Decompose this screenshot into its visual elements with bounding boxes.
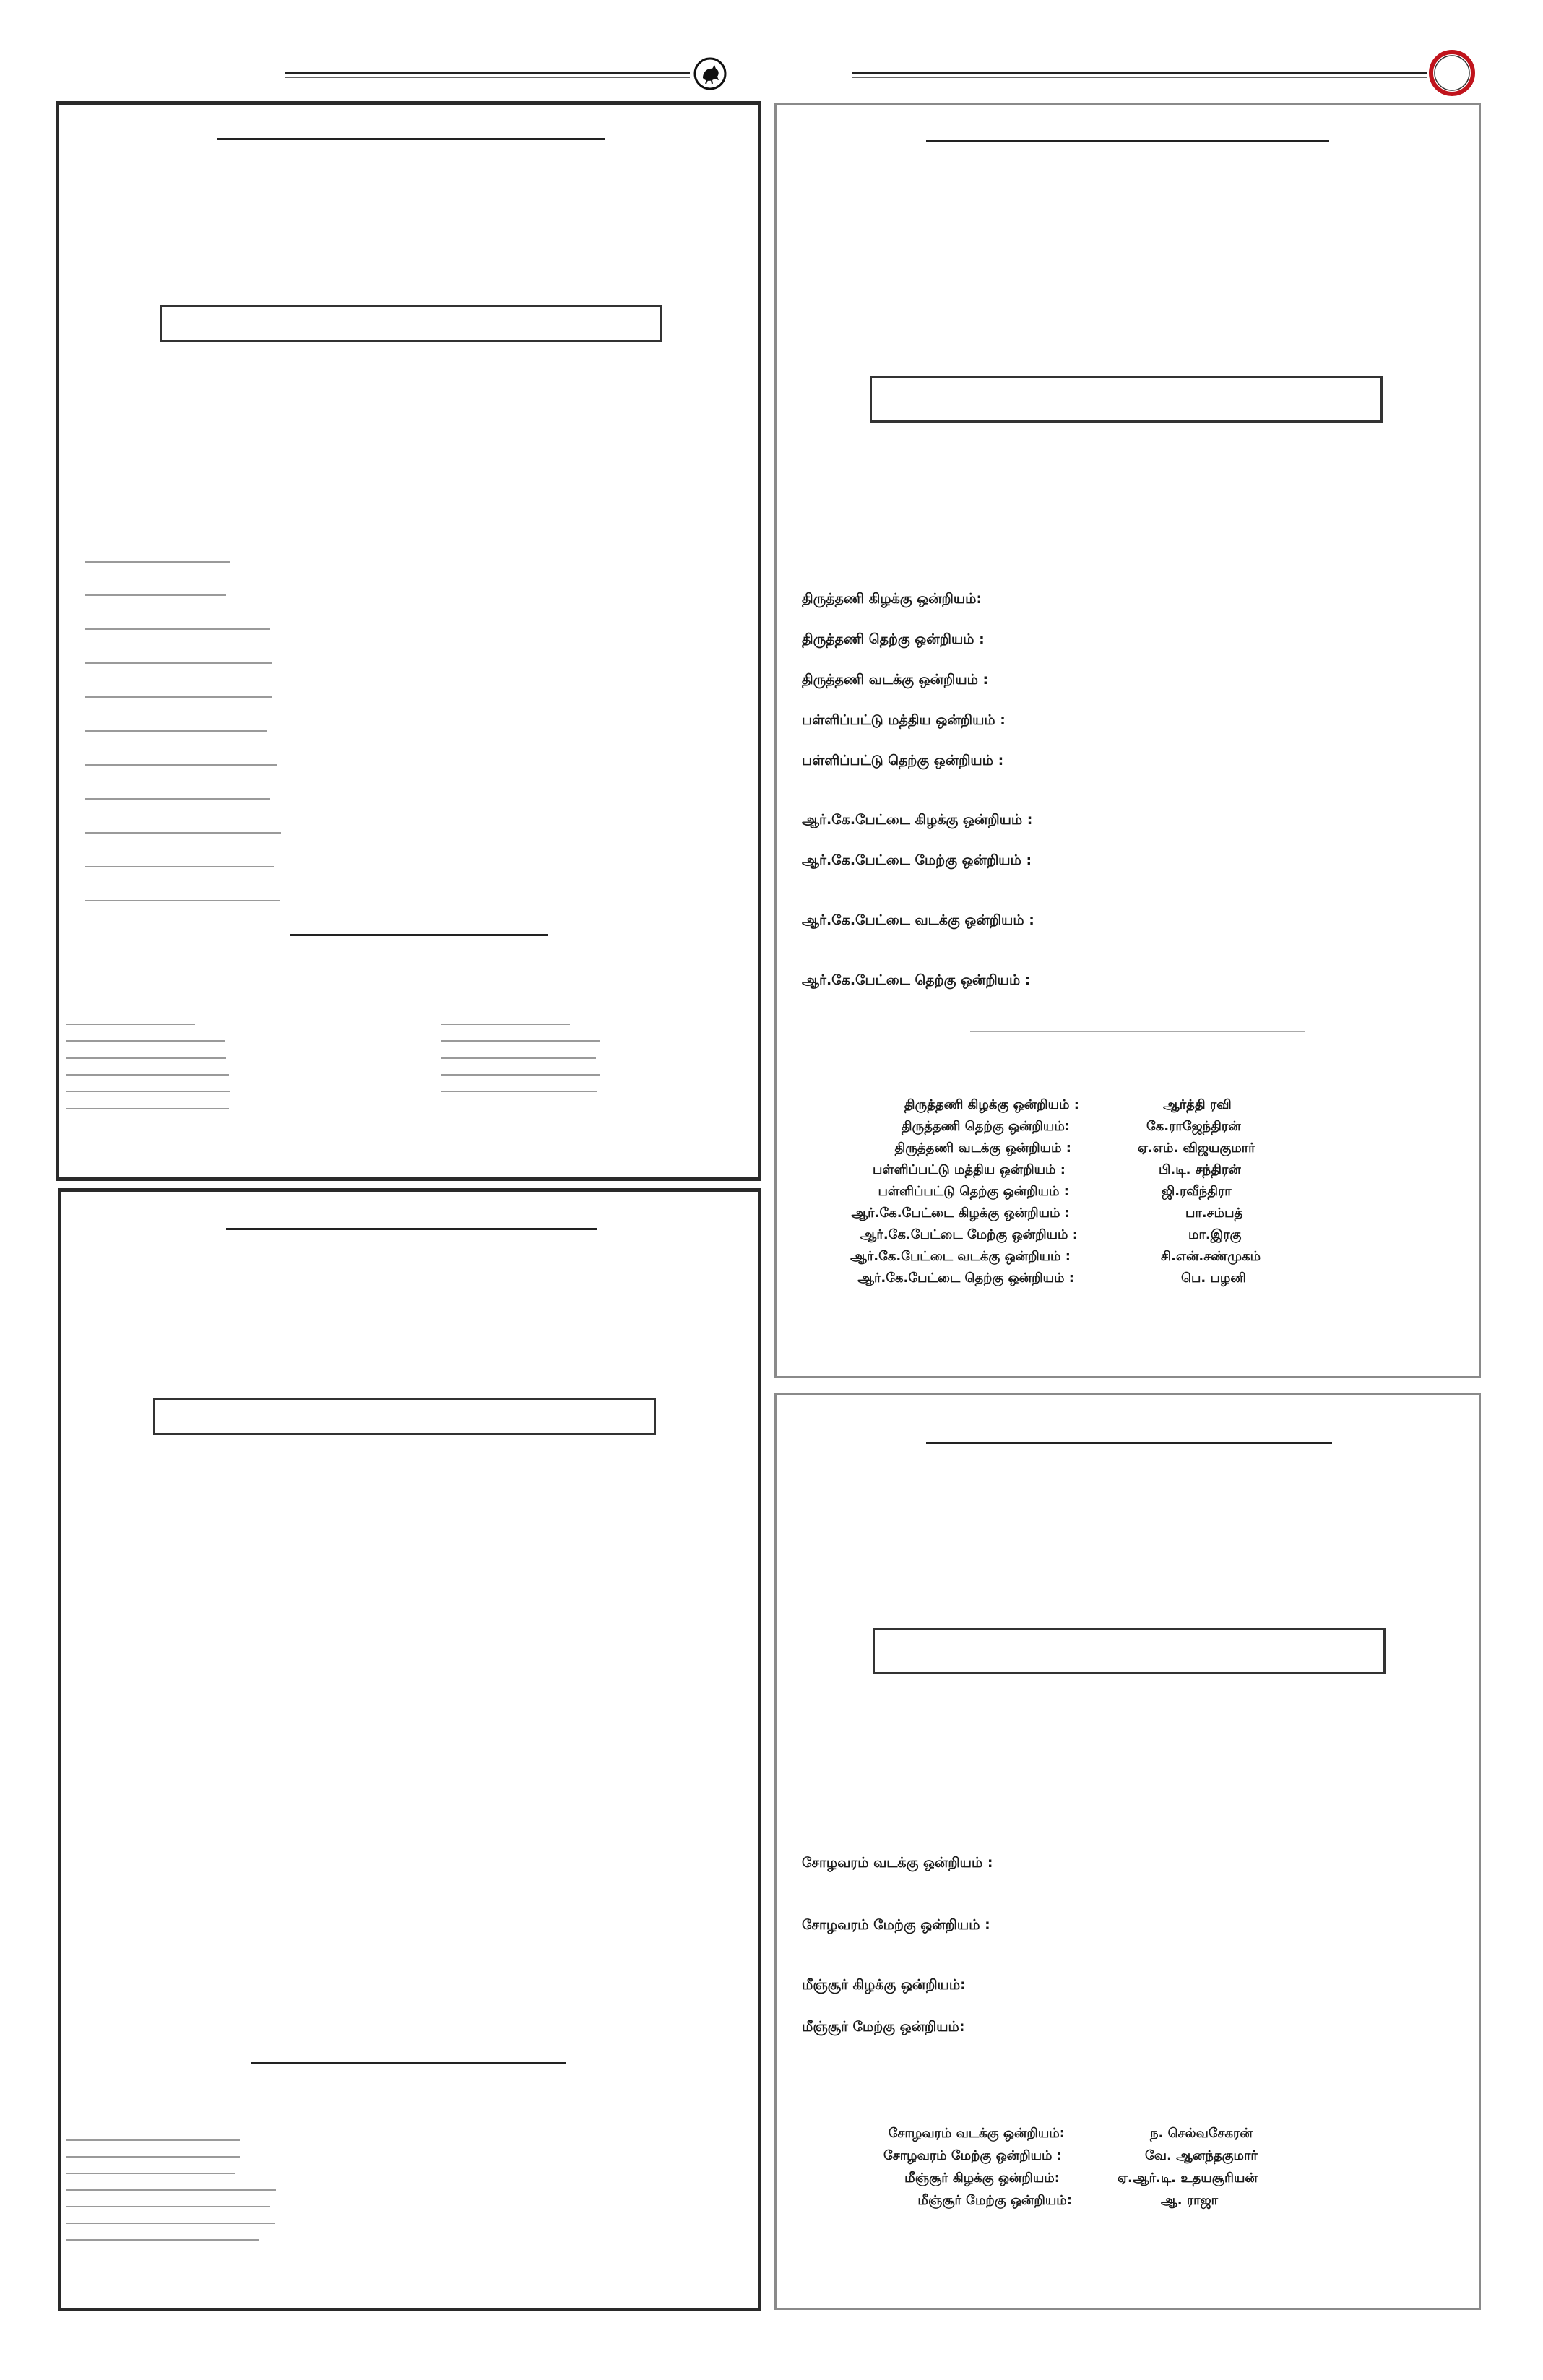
left-top-panel	[56, 101, 761, 1181]
union-label: திருத்தணி கிழக்கு ஒன்றியம்:	[802, 591, 982, 607]
col-line	[66, 2239, 259, 2241]
union-label: சோழவரம் மேற்கு ஒன்றியம் :	[802, 1917, 990, 1933]
col-line	[66, 2156, 240, 2158]
title-rule	[926, 1442, 1332, 1444]
roster-union: சோழவரம் வடக்கு ஒன்றியம்:	[888, 2126, 1065, 2141]
roster-name: ஆர்த்தி ரவி	[1163, 1097, 1232, 1112]
col-line	[441, 1024, 570, 1025]
col-line	[66, 1040, 225, 1042]
roster-union: மீஞ்சூர் மேற்கு ஒன்றியம்:	[917, 2193, 1072, 2208]
title-rule	[217, 138, 605, 140]
col-line	[66, 2173, 235, 2174]
roster-name: பி.டி. சந்திரன்	[1159, 1162, 1241, 1177]
union-label: சோழவரம் வடக்கு ஒன்றியம் :	[802, 1855, 993, 1871]
roster-name: ஏ.எம். விஜயகுமார்	[1138, 1141, 1255, 1156]
section-rule	[251, 2062, 566, 2064]
header-rule-left	[285, 72, 690, 74]
col-line	[66, 2139, 240, 2141]
col-line	[441, 1040, 600, 1042]
col-line	[66, 2206, 270, 2207]
col-line	[66, 1091, 230, 1092]
roster-name: ஜி.ரவீந்திரா	[1162, 1184, 1232, 1199]
roster-name: ஆ. ராஜா	[1161, 2193, 1218, 2208]
list-line	[85, 866, 274, 867]
section-rule	[290, 934, 548, 936]
union-label: ஆர்.கே.பேட்டை தெற்கு ஒன்றியம் :	[802, 972, 1031, 988]
roster-union: பள்ளிப்பட்டு தெற்கு ஒன்றியம் :	[878, 1184, 1069, 1199]
roster-union: ஆர்.கே.பேட்டை தெற்கு ஒன்றியம் :	[857, 1271, 1074, 1286]
left-bottom-panel	[58, 1188, 761, 2311]
list-line	[85, 561, 230, 563]
roster-union: திருத்தணி வடக்கு ஒன்றியம் :	[894, 1141, 1071, 1156]
union-label: ஆர்.கே.பேட்டை வடக்கு ஒன்றியம் :	[802, 912, 1034, 928]
red-ring-icon	[1428, 49, 1476, 97]
list-line	[85, 798, 270, 800]
right-top-panel	[774, 103, 1481, 1378]
roster-union: திருத்தணி தெற்கு ஒன்றியம்:	[901, 1119, 1070, 1134]
col-line	[66, 1057, 226, 1059]
title-rule	[226, 1228, 597, 1230]
roster-name: கே.ராஜேந்திரன்	[1146, 1119, 1241, 1134]
union-label: பள்ளிப்பட்டு மத்திய ஒன்றியம் :	[802, 712, 1006, 728]
col-line	[441, 1057, 596, 1059]
col-line	[441, 1074, 600, 1076]
header-rule-left-shadow	[285, 77, 690, 78]
union-label: திருத்தணி தெற்கு ஒன்றியம் :	[802, 631, 985, 647]
roster-union: திருத்தணி கிழக்கு ஒன்றியம் :	[904, 1097, 1079, 1112]
col-line	[66, 1074, 229, 1076]
roster-union: ஆர்.கே.பேட்டை வடக்கு ஒன்றியம் :	[850, 1249, 1071, 1264]
headline-box	[153, 1398, 656, 1435]
roster-union: ஆர்.கே.பேட்டை மேற்கு ஒன்றியம் :	[860, 1227, 1078, 1242]
roster-union: பள்ளிப்பட்டு மத்திய ஒன்றியம் :	[872, 1162, 1066, 1177]
list-line	[85, 900, 280, 901]
list-line	[85, 832, 281, 834]
header-rule-right	[852, 72, 1427, 74]
rooster-emblem-icon	[693, 56, 727, 91]
list-line	[85, 730, 267, 732]
roster-name: ஏ.ஆர்.டி. உதயசூரியன்	[1118, 2171, 1258, 2186]
roster-union: சோழவரம் மேற்கு ஒன்றியம் :	[883, 2148, 1062, 2163]
list-line	[85, 628, 270, 630]
union-label: திருத்தணி வடக்கு ஒன்றியம் :	[802, 672, 989, 688]
col-line	[441, 1091, 597, 1092]
union-label: மீஞ்சூர் கிழக்கு ஒன்றியம்:	[802, 1977, 966, 1993]
list-line	[85, 594, 226, 596]
headline-box	[870, 376, 1383, 423]
headline-box	[160, 305, 662, 342]
col-line	[66, 1024, 195, 1025]
roster-name: சி.என்.சண்முகம்	[1161, 1249, 1261, 1264]
list-line	[85, 662, 272, 664]
title-rule	[926, 140, 1329, 142]
col-line	[66, 1108, 229, 1109]
union-label: ஆர்.கே.பேட்டை மேற்கு ஒன்றியம் :	[802, 852, 1032, 868]
list-line	[85, 764, 277, 766]
separator-line	[970, 1031, 1305, 1032]
list-line	[85, 696, 272, 698]
headline-box	[873, 1628, 1386, 1674]
roster-name: ந. செல்வசேகரன்	[1150, 2126, 1253, 2141]
roster-name: பா.சம்பத்	[1185, 1206, 1243, 1221]
roster-name: வே. ஆனந்தகுமார்	[1145, 2148, 1258, 2163]
header-rule-right-shadow	[852, 77, 1427, 78]
roster-name: பெ. பழனி	[1181, 1271, 1246, 1286]
right-bottom-panel	[774, 1393, 1481, 2310]
union-label: மீஞ்சூர் மேற்கு ஒன்றியம்:	[802, 2019, 965, 2035]
union-label: பள்ளிப்பட்டு தெற்கு ஒன்றியம் :	[802, 753, 1004, 769]
union-label: ஆர்.கே.பேட்டை கிழக்கு ஒன்றியம் :	[802, 812, 1033, 828]
roster-union: மீஞ்சூர் கிழக்கு ஒன்றியம்:	[904, 2171, 1060, 2186]
roster-name: மா.இரகு	[1188, 1227, 1242, 1242]
col-line	[66, 2189, 276, 2191]
col-line	[66, 2223, 275, 2224]
roster-union: ஆர்.கே.பேட்டை கிழக்கு ஒன்றியம் :	[851, 1206, 1070, 1221]
